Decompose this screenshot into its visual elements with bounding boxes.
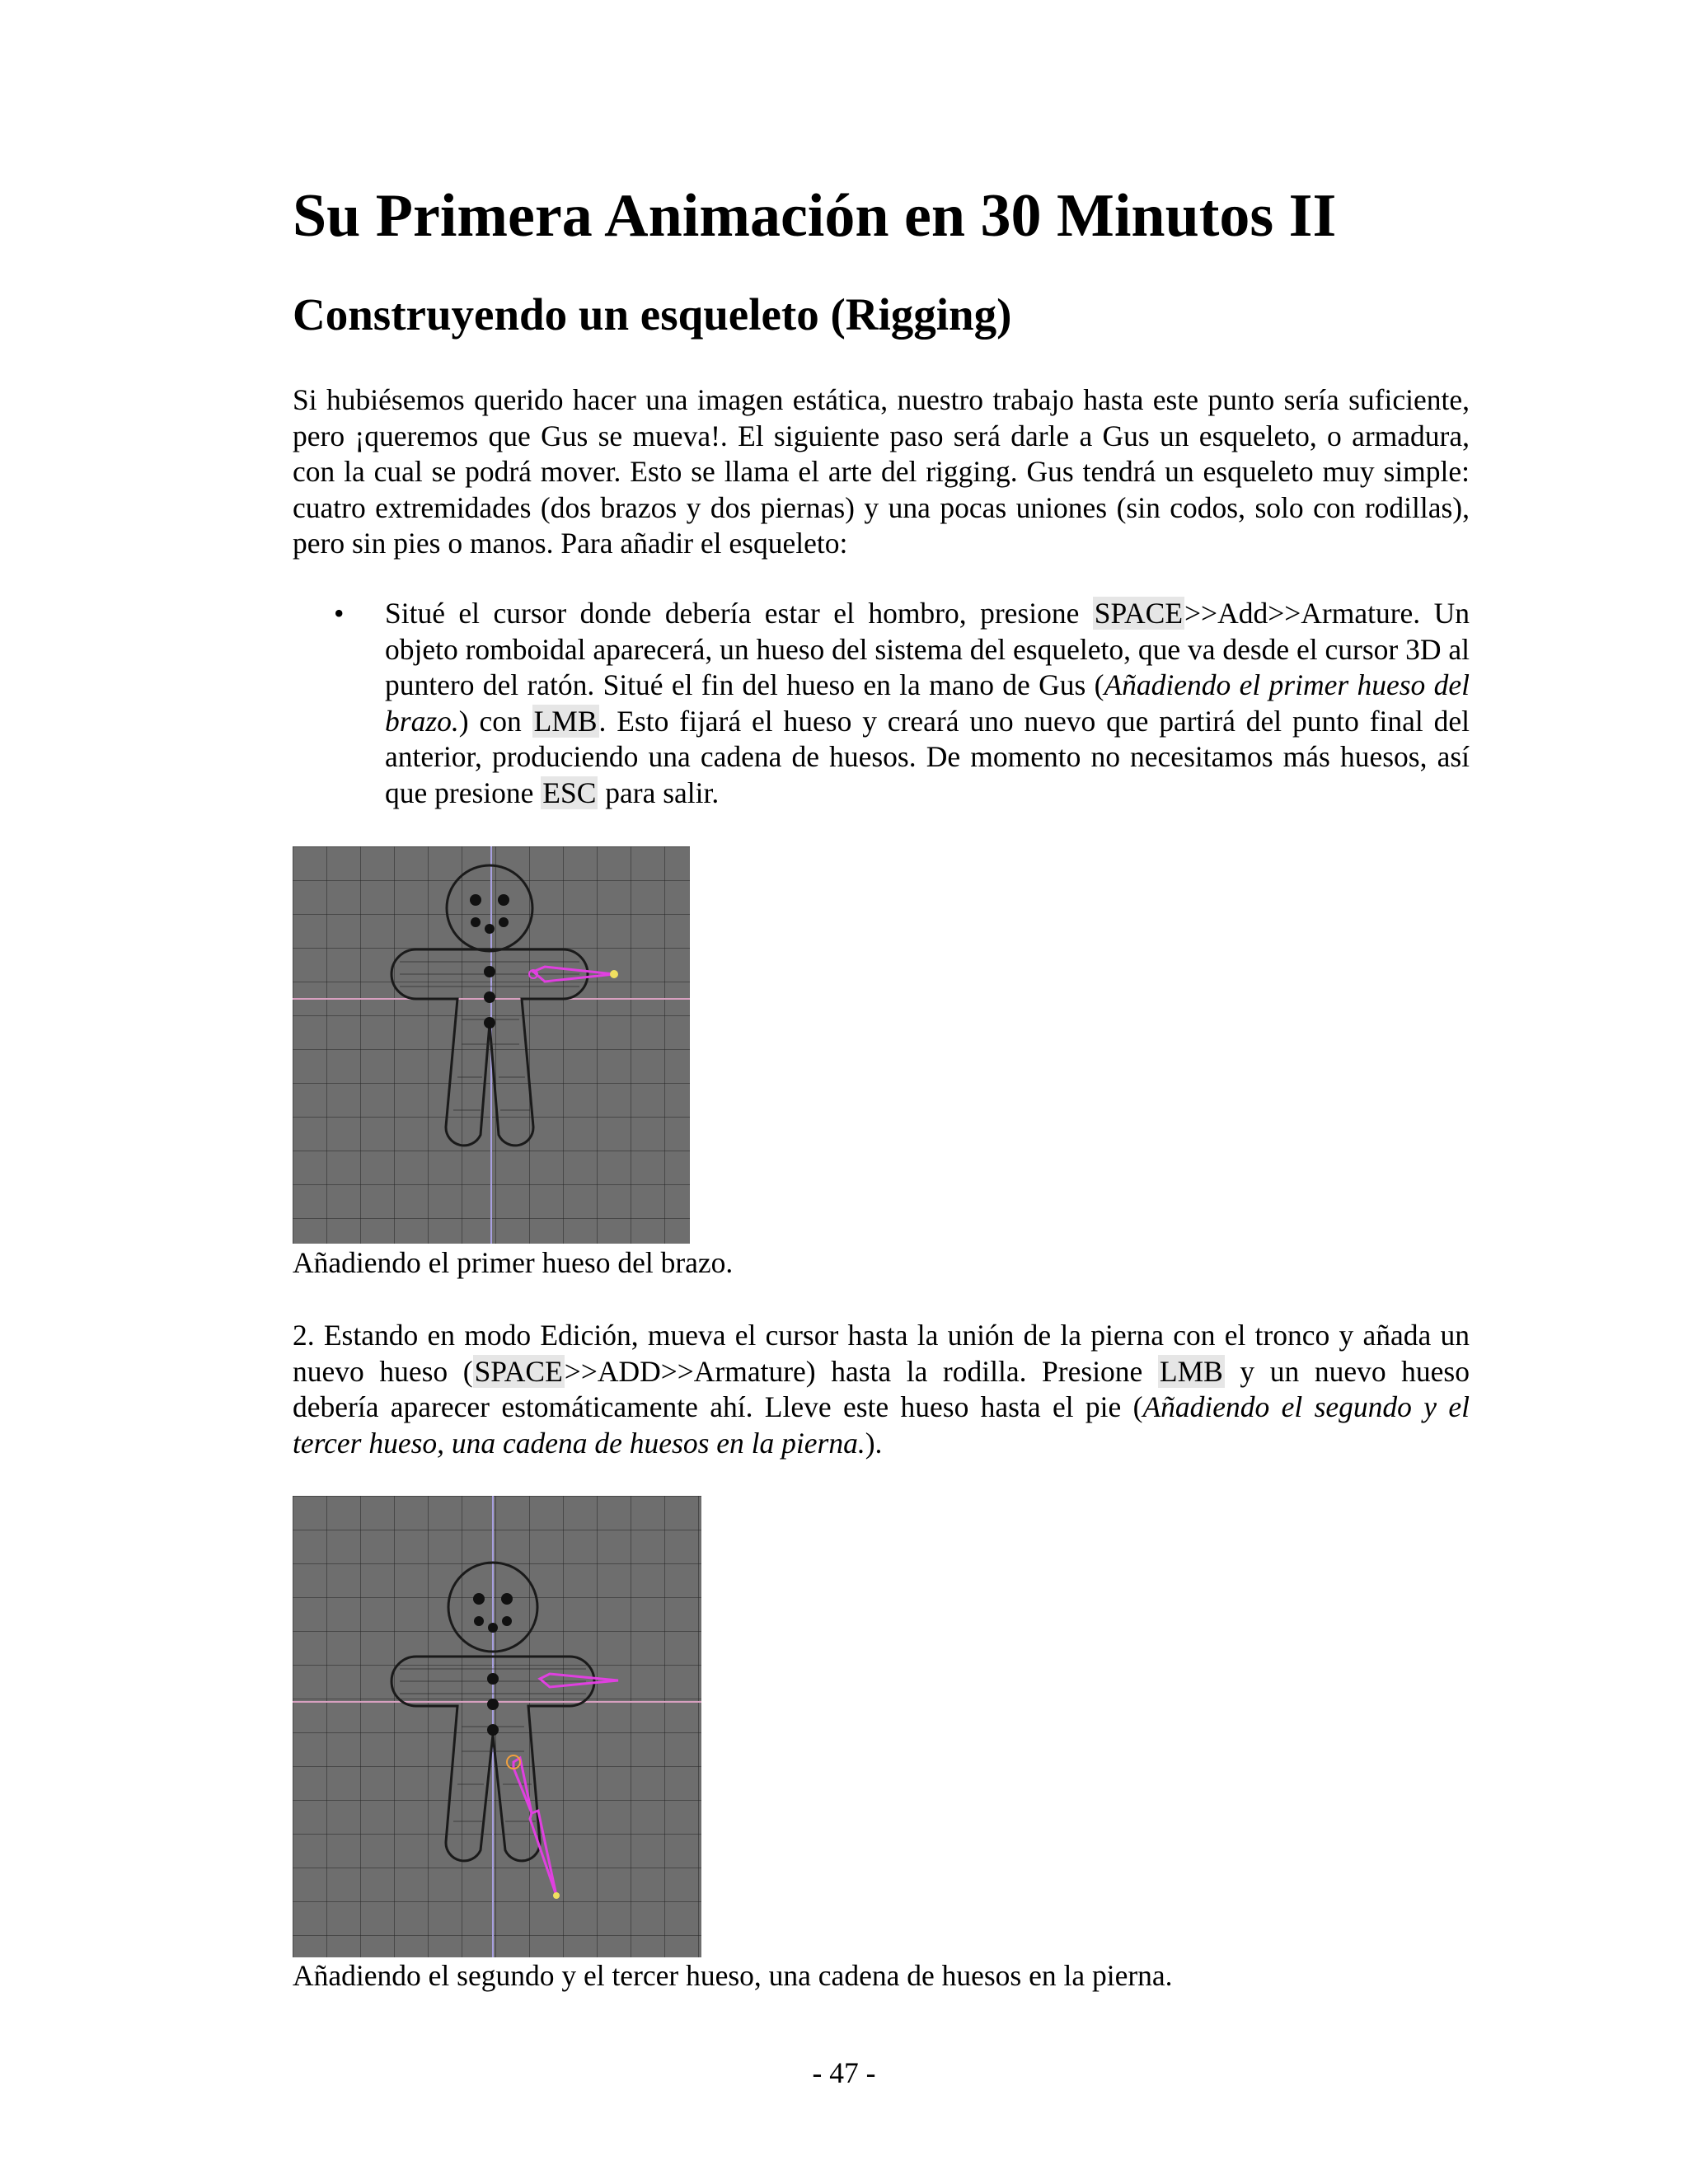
section-heading: Construyendo un esqueleto (Rigging) — [293, 289, 1012, 340]
bullet-text-part: para salir. — [598, 776, 720, 809]
step-2-text-part: y un nuevo hueso debería aparecer estomáticamente ahí. Lleve este hueso hasta el pie ( — [293, 1354, 1470, 1423]
key-space: SPACE — [474, 1354, 563, 1388]
bullet-marker: • — [334, 597, 345, 630]
key-esc: ESC — [542, 776, 597, 809]
figure-reference: Añadiendo el primer hueso del brazo. — [385, 668, 1470, 738]
bullet-text-part: . Esto fijará el hueso y creará uno nuevo que partirá del punto final del anterior, produciendo una cadena de huesos. De momento no necesitamos más huesos, así que presione — [385, 704, 1470, 809]
gingerbread-mesh-with-arm-bone — [293, 846, 690, 1244]
bullet-text-part: Situé el cursor donde debería estar el hombro, presione — [385, 597, 1093, 630]
key-lmb: LMB — [1159, 1354, 1223, 1388]
bullet-text-part: >>Add>>Armature. Un objeto romboidal aparecerá, un hueso del sistema del esqueleto, que va desde el cursor 3D al puntero del ratón. Situé el fin del hueso en la mano de Gus ( — [385, 597, 1470, 701]
page-title: Su Primera Animación en 30 Minutos II — [293, 182, 1337, 250]
figure-1-caption: Añadiendo el primer hueso del brazo. — [293, 1246, 734, 1279]
step-2-text-part: >>ADD>>Armature) hasta la rodilla. Presione — [564, 1354, 1158, 1388]
key-lmb: LMB — [533, 704, 598, 738]
figure-2-caption: Añadiendo el segundo y el tercer hueso, una cadena de huesos en la pierna. — [293, 1959, 1173, 1992]
page-number: - 47 - — [812, 2056, 876, 2089]
figure-1-viewport — [293, 846, 690, 1244]
step-2-text-part: 2. Estando en modo Edición, mueva el cursor hasta la unión de la pierna con el tronco y añada un nuevo hueso ( — [293, 1319, 1470, 1388]
step-2-paragraph — [293, 1318, 1470, 1461]
figure-2-viewport — [293, 1496, 701, 1957]
gingerbread-mesh-with-leg-bones — [293, 1496, 701, 1957]
bullet-text-part: ) con — [458, 704, 532, 738]
key-space: SPACE — [1094, 597, 1184, 630]
figure-reference: Añadiendo el segundo y el tercer hueso, una cadena de huesos en la pierna. — [293, 1390, 1470, 1460]
step-2-text-part: ). — [865, 1426, 883, 1460]
bullet-text — [385, 596, 1470, 811]
intro-paragraph: Si hubiésemos querido hacer una imagen estática, nuestro trabajo hasta este punto sería suficiente, pero ¡queremos que Gus se mueva!. El siguiente paso será darle a Gus un esqueleto, o armadura, con la cual se podrá mover. Esto se llama el arte del rigging. Gus tendrá un esqueleto muy simple: cuatro extremidades (dos brazos y dos piernas) y una pocas uniones (sin codos, solo con rodillas), pero sin pies o manos. Para añadir el esqueleto: — [293, 383, 1470, 560]
